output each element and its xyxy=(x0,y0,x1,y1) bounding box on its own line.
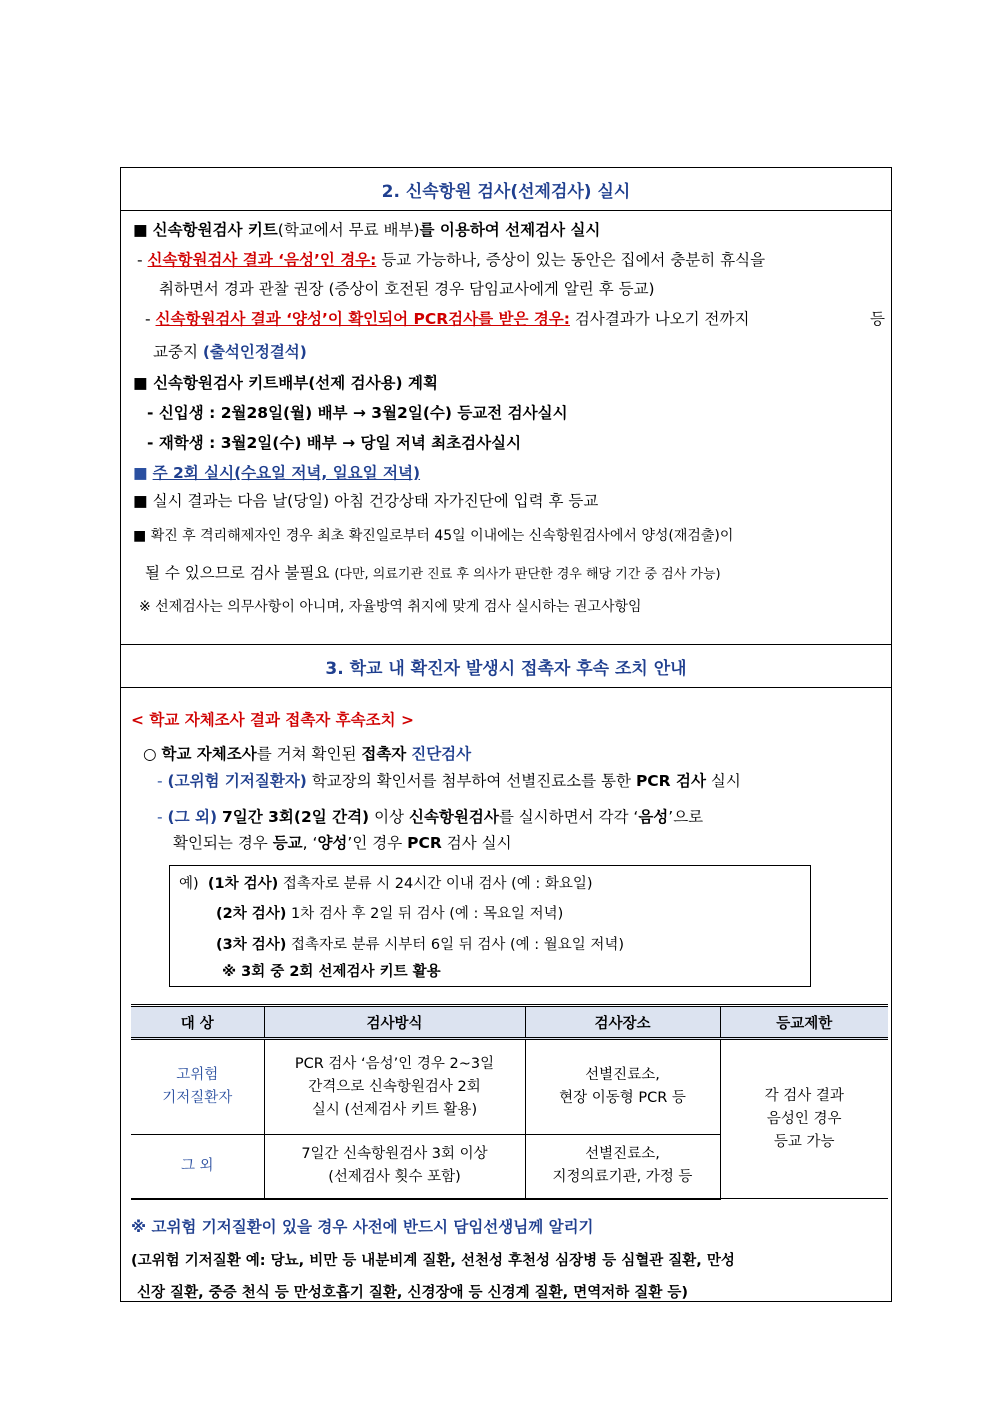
example-row-3: (3차 검사) 접촉자로 분류 시부터 6일 뒤 검사 (예 : 월요일 저녁) xyxy=(216,937,625,953)
column-header: 검사장소 xyxy=(525,1006,720,1039)
high-risk-line: - (고위험 기저질환자) 학교장의 확인서를 첨부하여 선별진료소를 통한 PCR 검사 실시 xyxy=(157,772,741,790)
other-line: - (그 외) 7일간 3회(2일 간격) 이상 신속항원검사를 실시하면서 각각 ‘음성’으로 xyxy=(157,808,704,826)
restriction-cell: 각 검사 결과 음성인 경우 등교 가능 xyxy=(720,1039,888,1199)
footer-warning: ※ 고위험 기저질환이 있을 경우 사전에 반드시 담임선생님께 알리기 xyxy=(131,1218,594,1236)
negative-result-label: 신속항원검사 결과 ‘음성’인 경우: xyxy=(147,251,377,269)
place-cell: 선별진료소, 현장 이동형 PCR 등 xyxy=(525,1039,720,1135)
positive-result-label: 신속항원검사 결과 ‘양성’이 확인되어 PCR검사를 받은 경우: xyxy=(155,310,570,328)
example-row-2: (2차 검사) 1차 검사 후 2일 뒤 검사 (예 : 목요일 저녁) xyxy=(216,906,564,922)
section2-item-plan: ■ 신속항원검사 키트배부(선제 검사용) 계획 xyxy=(133,374,438,392)
table-header-row xyxy=(131,1006,888,1039)
test-method-table xyxy=(131,1004,888,1200)
notice-frame xyxy=(120,167,892,1302)
table-row xyxy=(131,1039,888,1135)
footer-examples-cont: 신장 질환, 중증 천식 등 만성호흡기 질환, 신경장애 등 신경계 질환, 면역저하 질환 등) xyxy=(137,1285,689,1301)
method-cell: PCR 검사 ‘음성’인 경우 2~3일 간격으로 신속항원검사 2회 실시 (선제검사 키트 활용) xyxy=(264,1039,525,1135)
section2-note: ※ 선제검사는 의무사항이 아니며, 자율방역 취지에 맞게 검사 실시하는 권고사항임 xyxy=(139,599,642,615)
square-bullet-icon: ■ xyxy=(133,221,148,239)
column-header: 등교제한 xyxy=(720,1006,888,1039)
plan-current: - 재학생 : 3월2일(수) 배부 → 당일 저녁 최초검사실시 xyxy=(147,434,522,452)
example-row-1: 예) (1차 검사) 접촉자로 분류 시 24시간 이내 검사 (예 : 화요일) xyxy=(179,876,593,892)
example-note: ※ 3회 중 2회 선제검사 키트 활용 xyxy=(222,964,441,980)
section2-item-frequency: ■ 주 2회 실시(수요일 저녁, 일요일 저녁) xyxy=(133,464,421,482)
section3-subtitle: < 학교 자체조사 결과 접촉자 후속조치 > xyxy=(131,711,414,729)
contact-test-heading: ○ 학교 자체조사를 거쳐 확인된 접촉자 진단검사 xyxy=(143,745,472,763)
target-cell: 그 외 xyxy=(131,1135,264,1199)
method-cell: 7일간 신속항원검사 3회 이상 (선제검사 횟수 포함) xyxy=(264,1135,525,1199)
divider xyxy=(121,687,891,688)
section3-title: 3. 학교 내 확진자 발생시 접촉자 후속 조치 안내 xyxy=(325,658,687,679)
section2-item-recovered: ■ 확진 후 격리해제자인 경우 최초 확진일로부터 45일 이내에는 신속항원검사에서 양성(재검출)이 xyxy=(133,528,734,544)
square-bullet-icon: ■ xyxy=(133,528,147,544)
section2-title: 2. 신속항원 검사(선제검사) 실시 xyxy=(381,181,631,202)
square-bullet-icon: ■ xyxy=(133,374,148,392)
plan-freshman: - 신입생 : 2월28일(월) 배부 → 3월2일(수) 등교전 검사실시 xyxy=(147,404,568,422)
section2-item-kit: ■ 신속항원검사 키트(학교에서 무료 배부)를 이용하여 선제검사 실시 xyxy=(133,221,601,239)
square-bullet-icon: ■ xyxy=(133,464,148,482)
footer-examples: (고위험 기저질환 예: 당뇨, 비만 등 내분비계 질환, 선천성 후천성 심장병 등 심혈관 질환, 만성 xyxy=(131,1253,735,1269)
negative-result-cont: 취하면서 경과 관찰 권장 (증상이 호전된 경우 담임교사에게 알린 후 등교) xyxy=(159,280,655,298)
square-bullet-icon: ■ xyxy=(133,492,148,510)
divider xyxy=(121,210,891,211)
circle-bullet-icon: ○ xyxy=(143,745,157,763)
negative-result-line: - 신속항원검사 결과 ‘음성’인 경우: 등교 가능하나, 증상이 있는 동안은 집에서 충분히 휴식을 xyxy=(137,251,766,269)
target-cell: 고위험 기저질환자 xyxy=(131,1039,264,1135)
positive-result-cont: 교중지 (출석인정결석) xyxy=(153,343,307,361)
place-cell: 선별진료소, 지정의료기관, 가정 등 xyxy=(525,1135,720,1199)
other-line-cont: 확인되는 경우 등교, ‘양성’인 경우 PCR 검사 실시 xyxy=(173,834,512,852)
positive-result-line: - 신속항원검사 결과 ‘양성’이 확인되어 PCR검사를 받은 경우: 검사결과가 나오기 전까지 등 xyxy=(145,310,885,328)
section2-item-recovered-cont: 될 수 있으므로 검사 불필요 (다만, 의료기관 진료 후 의사가 판단한 경우 해당 기간 중 검사 가능) xyxy=(145,564,721,582)
column-header: 검사방식 xyxy=(264,1006,525,1039)
column-header: 대 상 xyxy=(131,1006,264,1039)
example-box xyxy=(169,865,811,987)
section2-item-report: ■ 실시 결과는 다음 날(당일) 아침 건강상태 자가진단에 입력 후 등교 xyxy=(133,492,599,510)
